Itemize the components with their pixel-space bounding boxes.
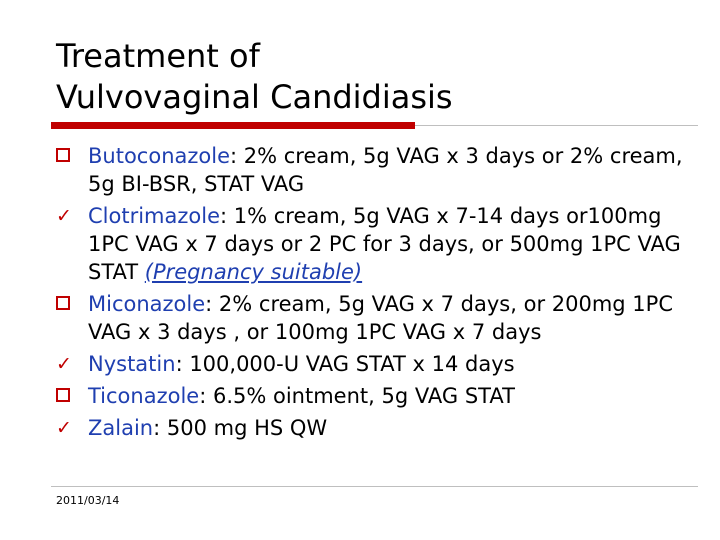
checkmark-bullet-icon: ✓ — [56, 205, 72, 227]
square-bullet-icon — [56, 148, 70, 162]
dosage-text: : 1% cream, 5g VAG x 7-14 days or100mg 1PC VAG x 7 days or 2 PC for 3 days, or 500mg 1PC VAG STAT — [88, 204, 681, 284]
treatment-list — [56, 142, 686, 446]
title-accent-bar — [51, 122, 415, 129]
dosage-text: : 2% cream, 5g VAG x 3 days or 2% cream, 5g BI-BSR, STAT VAG — [88, 144, 683, 196]
drug-name: Ticonazole — [88, 384, 200, 408]
list-item-ticonazole — [56, 382, 686, 410]
dosage-text: : 6.5% ointment, 5g VAG STAT — [199, 384, 515, 408]
dosage-text: : 500 mg HS QW — [153, 416, 328, 440]
drug-name: Clotrimazole — [88, 204, 220, 228]
footer-date: 2011/03/14 — [56, 494, 120, 507]
list-item-nystatin — [56, 350, 686, 378]
list-item-clotrimazole — [56, 202, 686, 286]
drug-name: Butoconazole — [88, 144, 230, 168]
checkmark-bullet-icon: ✓ — [56, 417, 72, 439]
list-item-zalain — [56, 414, 686, 442]
square-bullet-icon — [56, 296, 70, 310]
slide-title-line-2: Vulvovaginal Candidiasis — [56, 78, 453, 116]
slide-title-line-1: Treatment of — [56, 37, 260, 75]
slide-title — [56, 36, 453, 118]
drug-name: Miconazole — [88, 292, 206, 316]
drug-name: Nystatin — [88, 352, 176, 376]
checkmark-bullet-icon: ✓ — [56, 353, 72, 375]
list-item-miconazole — [56, 290, 686, 346]
pregnancy-note: (Pregnancy suitable) — [144, 260, 363, 284]
list-item-butoconazole — [56, 142, 686, 198]
square-bullet-icon — [56, 388, 70, 402]
drug-name: Zalain — [88, 416, 154, 440]
dosage-text: : 2% cream, 5g VAG x 7 days, or 200mg 1PC VAG x 3 days , or 100mg 1PC VAG x 7 days — [88, 292, 673, 344]
dosage-text: : 100,000-U VAG STAT x 14 days — [175, 352, 515, 376]
footer-divider — [51, 486, 698, 487]
